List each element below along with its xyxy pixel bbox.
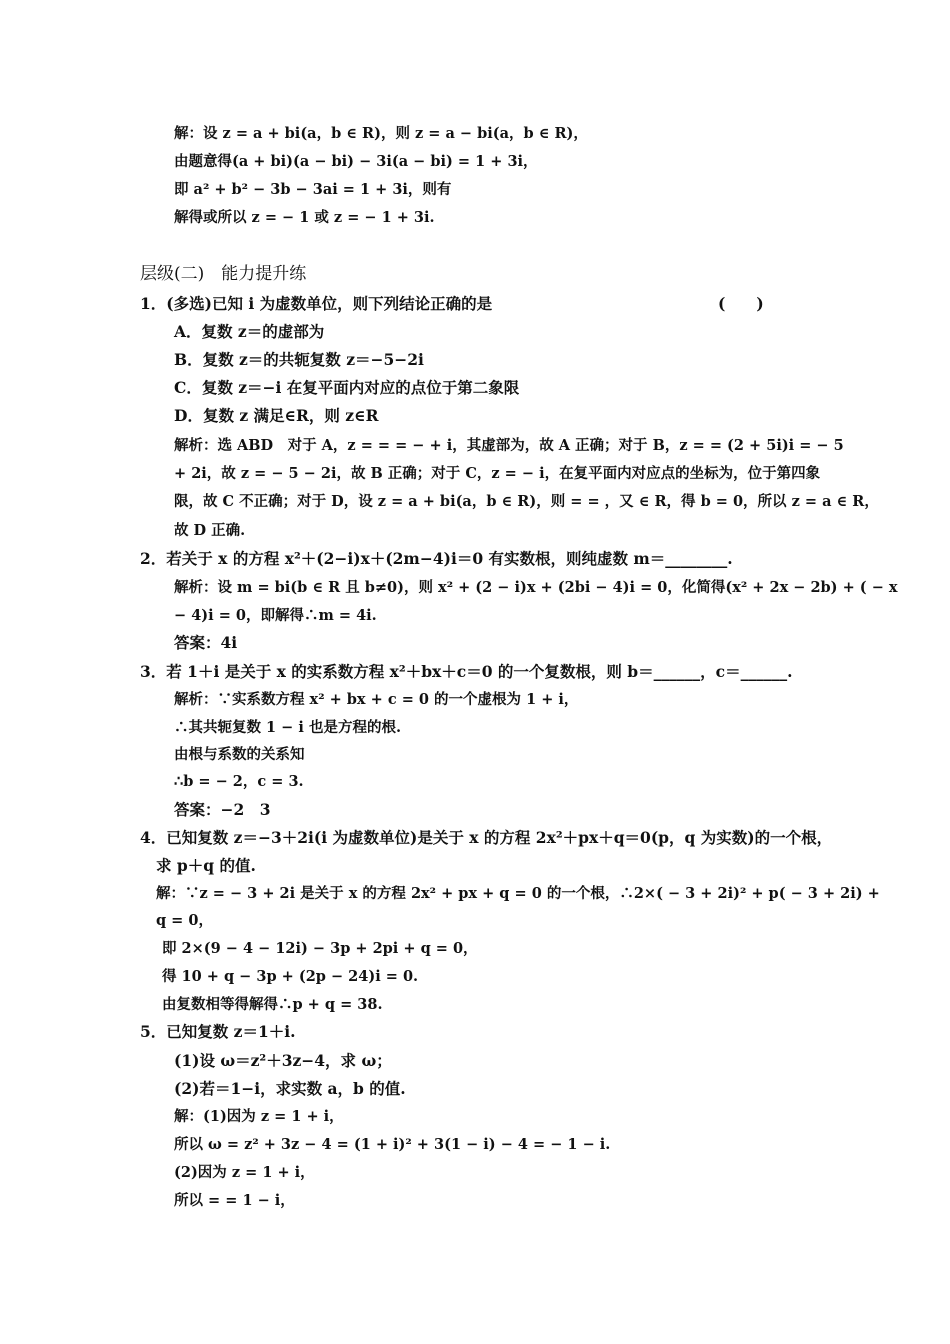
q4-stem-line-1: 4．已知复数 z＝−3＋2i(i 为虚数单位)是关于 x 的方程 2x²＋px＋q＝0(p，q 为实数)的一个根， bbox=[140, 828, 833, 847]
q5-part-2: (2)若＝1−i，求实数 a，b 的值. bbox=[174, 1079, 406, 1098]
prev-solution-line-3: 即 a² + b² − 3b − 3ai = 1 + 3i，则有 bbox=[174, 181, 452, 198]
q3-stem: 3．若 1＋i 是关于 x 的实系数方程 x²＋bx＋c＝0 的一个复数根，则 b＝______，c＝______. bbox=[140, 662, 793, 681]
q4-solution-line-5: 由复数相等得解得∴p + q = 38. bbox=[162, 996, 383, 1013]
q1-option-c: C．复数 z＝−i 在复平面内对应的点位于第二象限 bbox=[174, 378, 520, 397]
prev-solution-line-2: 由题意得(a + bi)(a − bi) − 3i(a − bi) = 1 + 3i， bbox=[174, 153, 538, 170]
q5-solution-line-2: 所以 ω = z² + 3z − 4 = (1 + i)² + 3(1 − i) − 4 = − 1 − i. bbox=[174, 1136, 611, 1153]
q5-solution-line-3: (2)因为 z = 1 + i， bbox=[174, 1164, 315, 1181]
q1-option-a: A．复数 z＝的虚部为 bbox=[174, 322, 325, 341]
q1-analysis-line-4: 故 D 正确. bbox=[174, 522, 246, 539]
q4-stem-line-2: 求 p＋q 的值. bbox=[156, 856, 256, 875]
q3-analysis-line-2: ∴其共轭复数 1 − i 也是方程的根. bbox=[174, 719, 401, 736]
q3-answer: 答案：−2 3 bbox=[174, 800, 271, 819]
q1-analysis-line-2: + 2i，故 z = − 5 − 2i，故 B 正确；对于 C，z = − i，在复平面内对应点的坐标为，位于第四象 bbox=[174, 465, 821, 482]
q3-analysis-line-1: 解析：∵实系数方程 x² + bx + c = 0 的一个虚根为 1 + i， bbox=[174, 691, 579, 708]
q5-solution-line-1: 解：(1)因为 z = 1 + i， bbox=[174, 1108, 344, 1125]
q4-solution-line-1: 解：∵z = − 3 + 2i 是关于 x 的方程 2x² + px + q = 0 的一个根，∴2×( − 3 + 2i)² + p( − 3 + 2i) + bbox=[156, 885, 880, 902]
q3-analysis-line-4: ∴b = − 2，c = 3. bbox=[174, 773, 304, 790]
q2-analysis-line-1: 解析：设 m = bi(b ∈ R 且 b≠0)，则 x² + (2 − i)x + (2bi − 4)i = 0，化简得(x² + 2x − 2b) + ( − x bbox=[174, 579, 898, 596]
q1-answer-bracket: ( ) bbox=[718, 294, 764, 313]
prev-solution-line-4: 解得或所以 z = − 1 或 z = − 1 + 3i. bbox=[174, 209, 435, 226]
q5-solution-line-4: 所以 = = 1 − i， bbox=[174, 1192, 295, 1209]
q2-analysis-line-2: − 4)i = 0，即解得∴m = 4i. bbox=[174, 607, 377, 624]
q4-solution-line-3: 即 2×(9 − 4 − 12i) − 3p + 2pi + q = 0， bbox=[162, 940, 478, 957]
q4-solution-line-2: q = 0， bbox=[156, 912, 213, 929]
q1-stem: 1．(多选)已知 i 为虚数单位，则下列结论正确的是 bbox=[140, 294, 493, 313]
q3-analysis-line-3: 由根与系数的关系知 bbox=[174, 746, 305, 763]
q1-option-d: D．复数 z 满足∈R，则 z∈R bbox=[174, 406, 379, 425]
q5-part-1: (1)设 ω＝z²＋3z−4，求 ω； bbox=[174, 1051, 392, 1070]
q1-option-b: B．复数 z＝的共轭复数 z＝−5−2i bbox=[174, 350, 424, 369]
prev-solution-line-1: 解：设 z = a + bi(a，b ∈ R)，则 z = a − bi(a，b ∈ R)， bbox=[174, 125, 588, 142]
q1-analysis-line-3: 限，故 C 不正确；对于 D，设 z = a + bi(a，b ∈ R)，则 = = ，又 ∈ R，得 b = 0，所以 z = a ∈ R， bbox=[174, 493, 879, 510]
q4-solution-line-4: 得 10 + q − 3p + (2p − 24)i = 0. bbox=[162, 968, 419, 985]
section-title: 层级(二) 能力提升练 bbox=[140, 264, 307, 284]
q5-stem: 5．已知复数 z＝1＋i. bbox=[140, 1022, 296, 1041]
q1-analysis-line-1: 解析：选 ABD 对于 A，z = = = − + i，其虚部为，故 A 正确；对于 B，z = = (2 + 5i)i = − 5 bbox=[174, 437, 844, 454]
q2-stem: 2．若关于 x 的方程 x²＋(2−i)x＋(2m−4)i＝0 有实数根，则纯虚数 m＝________. bbox=[140, 549, 733, 568]
q2-answer: 答案：4i bbox=[174, 633, 238, 652]
